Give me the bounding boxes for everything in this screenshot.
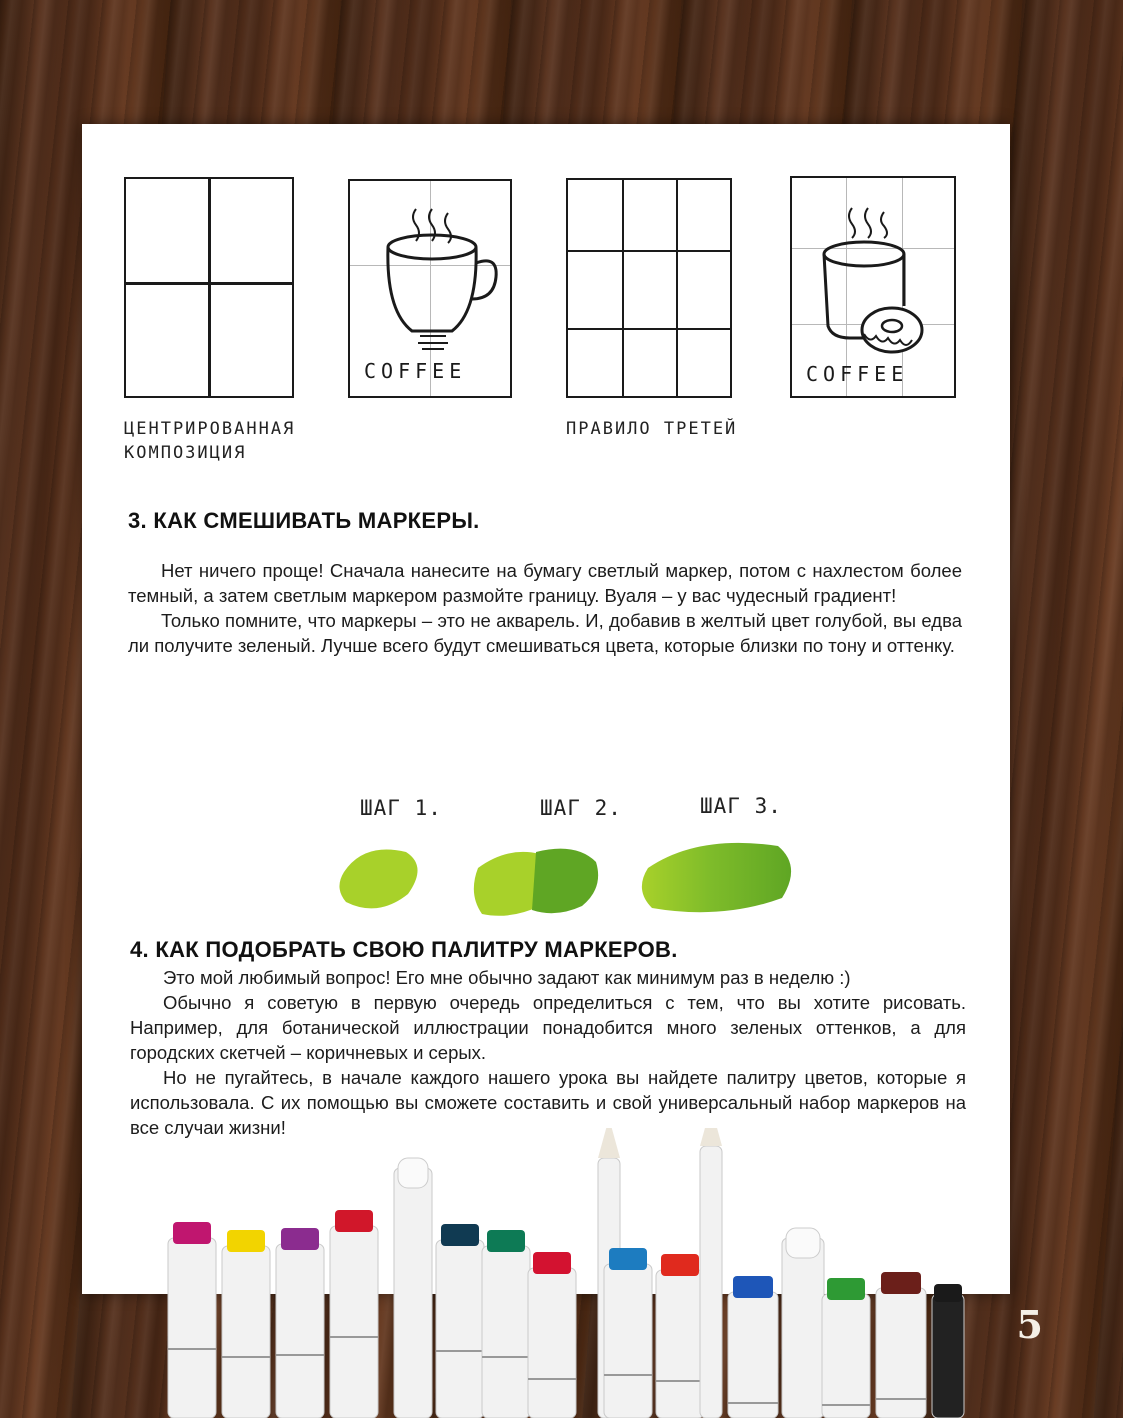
marker-cap xyxy=(281,1228,319,1250)
marker-body xyxy=(222,1246,270,1418)
gradient-swatches xyxy=(330,832,830,932)
marker-body xyxy=(528,1268,576,1418)
sketch-coffee-centered xyxy=(348,179,512,398)
section3-paragraph: Только помните, что маркеры – это не акварель. И, добавив в желтый цвет голубой, вы едва ли получите зеленый. Лучше всего будут смешиваться цвета, которые близки по тону и оттенку. xyxy=(128,610,962,656)
caption-centered-line2: КОМПОЗИЦИЯ xyxy=(124,443,247,463)
marker-band xyxy=(728,1402,778,1404)
section4-body xyxy=(130,965,966,1140)
marker-band xyxy=(168,1348,216,1350)
marker-body xyxy=(276,1244,324,1418)
coffee-label: COFFEE xyxy=(806,362,909,386)
marker-body xyxy=(482,1246,530,1418)
marker-band xyxy=(276,1354,324,1356)
section4-paragraph: Обычно я советую в первую очередь определиться с тем, что вы хотите рисовать. Например, для ботанической иллюстрации понадобится много зеленых оттенков, а для городских скетчей – коричневых и серых. xyxy=(130,992,966,1063)
marker-cap xyxy=(827,1278,865,1300)
marker-band xyxy=(528,1378,576,1380)
markers-photo xyxy=(150,1128,970,1418)
swatch-step2-dark xyxy=(532,849,598,914)
marker-cap xyxy=(934,1284,962,1302)
marker-body xyxy=(656,1270,704,1418)
coffee-label: COFFEE xyxy=(364,359,467,383)
section4-paragraph: Но не пугайтесь, в начале каждого нашего урока вы найдете палитру цветов, которые я использовала. С их помощью вы сможете составить и свой универсальный набор маркеров на все случаи жизни! xyxy=(130,1067,966,1138)
marker-body xyxy=(782,1238,824,1418)
marker-cap xyxy=(881,1272,921,1294)
marker-body xyxy=(728,1292,778,1418)
sketch-thirds-grid xyxy=(566,178,732,398)
marker-body xyxy=(330,1226,378,1418)
marker-band xyxy=(876,1398,926,1400)
marker-band xyxy=(822,1404,870,1406)
caption-thirds: ПРАВИЛО ТРЕТЕЙ xyxy=(566,419,738,439)
step1-label: ШАГ 1. xyxy=(360,796,442,820)
caption-centered-line1: ЦЕНТРИРОВАННАЯ xyxy=(124,419,296,439)
marker-body xyxy=(932,1294,964,1418)
pencil-tip xyxy=(598,1128,620,1158)
marker-cap xyxy=(733,1276,773,1298)
step2-label: ШАГ 2. xyxy=(540,796,622,820)
marker-body xyxy=(604,1264,652,1418)
sketch-centered-grid xyxy=(124,177,294,398)
section4-title: 4. КАК ПОДОБРАТЬ СВОЮ ПАЛИТРУ МАРКЕРОВ. xyxy=(130,937,678,962)
marker-cap xyxy=(173,1222,211,1244)
marker-cap xyxy=(441,1224,479,1246)
section3-paragraph: Нет ничего проще! Сначала нанесите на бумагу светлый маркер, потом с нахлестом более темный, а затем светлым маркером размойте границу. Вуаля – у вас чудесный градиент! xyxy=(128,560,962,606)
marker-cap xyxy=(661,1254,699,1276)
pencil-tip xyxy=(700,1128,722,1146)
swatch-step2-light xyxy=(474,852,540,916)
marker-band xyxy=(656,1380,704,1382)
section3-title: 3. КАК СМЕШИВАТЬ МАРКЕРЫ. xyxy=(128,508,480,533)
marker-band xyxy=(222,1356,270,1358)
swatch-step3 xyxy=(642,843,791,912)
marker-body xyxy=(168,1238,216,1418)
marker-band xyxy=(604,1374,652,1376)
marker-band xyxy=(482,1356,530,1358)
section3-body xyxy=(128,558,962,658)
marker-body xyxy=(822,1294,870,1418)
marker-cap xyxy=(786,1228,820,1258)
marker-cap xyxy=(227,1230,265,1252)
step3-label: ШАГ 3. xyxy=(700,794,782,818)
marker-cap xyxy=(609,1248,647,1270)
marker-cap xyxy=(487,1230,525,1252)
marker-cap xyxy=(533,1252,571,1274)
page-number: 5 xyxy=(1016,1302,1043,1347)
marker-cap xyxy=(335,1210,373,1232)
marker-body xyxy=(394,1168,432,1418)
marker-body xyxy=(436,1240,484,1418)
swatch-step1 xyxy=(339,850,417,909)
marker-band xyxy=(330,1336,378,1338)
marker-body xyxy=(700,1146,722,1418)
section4-paragraph: Это мой любимый вопрос! Его мне обычно задают как минимум раз в неделю :) xyxy=(163,967,851,988)
marker-cap xyxy=(398,1158,428,1188)
sketch-coffee-thirds xyxy=(790,176,956,398)
marker-band xyxy=(436,1350,484,1352)
